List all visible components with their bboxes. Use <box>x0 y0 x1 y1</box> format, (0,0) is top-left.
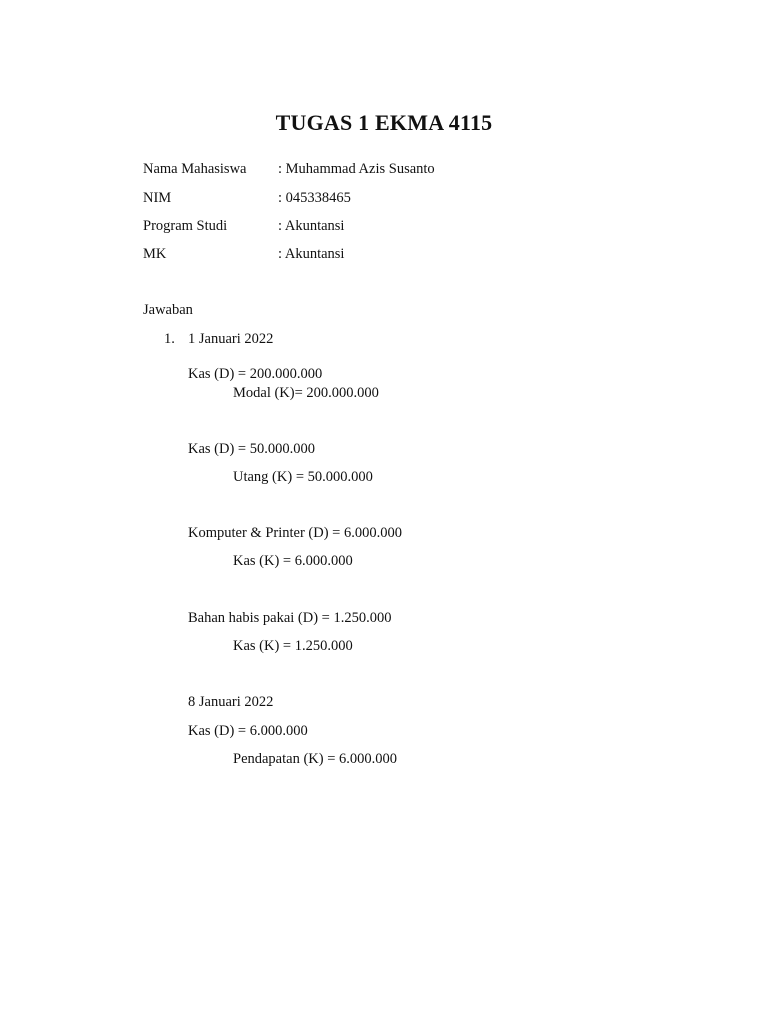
name-value: : Muhammad Azis Susanto <box>278 161 435 177</box>
mk-value: : Akuntansi <box>278 246 345 262</box>
journal-credit: Kas (K) = 6.000.000 <box>233 553 353 569</box>
list-item-number: 1. <box>164 331 175 347</box>
journal-credit: Kas (K) = 1.250.000 <box>233 638 353 654</box>
program-value: : Akuntansi <box>278 218 345 234</box>
journal-debit: Kas (D) = 6.000.000 <box>188 723 308 739</box>
answer-heading: Jawaban <box>143 302 193 318</box>
name-label: Nama Mahasiswa <box>143 161 247 177</box>
journal-debit: Kas (D) = 50.000.000 <box>188 441 315 457</box>
nim-label: NIM <box>143 190 172 206</box>
journal-debit: Bahan habis pakai (D) = 1.250.000 <box>188 610 392 626</box>
journal-credit: Utang (K) = 50.000.000 <box>233 469 373 485</box>
date-jan-8: 8 Januari 2022 <box>188 694 274 710</box>
journal-credit: Modal (K)= 200.000.000 <box>233 385 379 401</box>
journal-debit: Komputer & Printer (D) = 6.000.000 <box>188 525 402 541</box>
nim-value: : 045338465 <box>278 190 351 206</box>
document-title: TUGAS 1 EKMA 4115 <box>275 110 493 135</box>
journal-debit: Kas (D) = 200.000.000 <box>188 366 323 382</box>
mk-label: MK <box>143 246 167 262</box>
program-label: Program Studi <box>143 218 228 234</box>
date-jan-1: 1 Januari 2022 <box>188 331 274 347</box>
journal-credit: Pendapatan (K) = 6.000.000 <box>233 751 398 767</box>
